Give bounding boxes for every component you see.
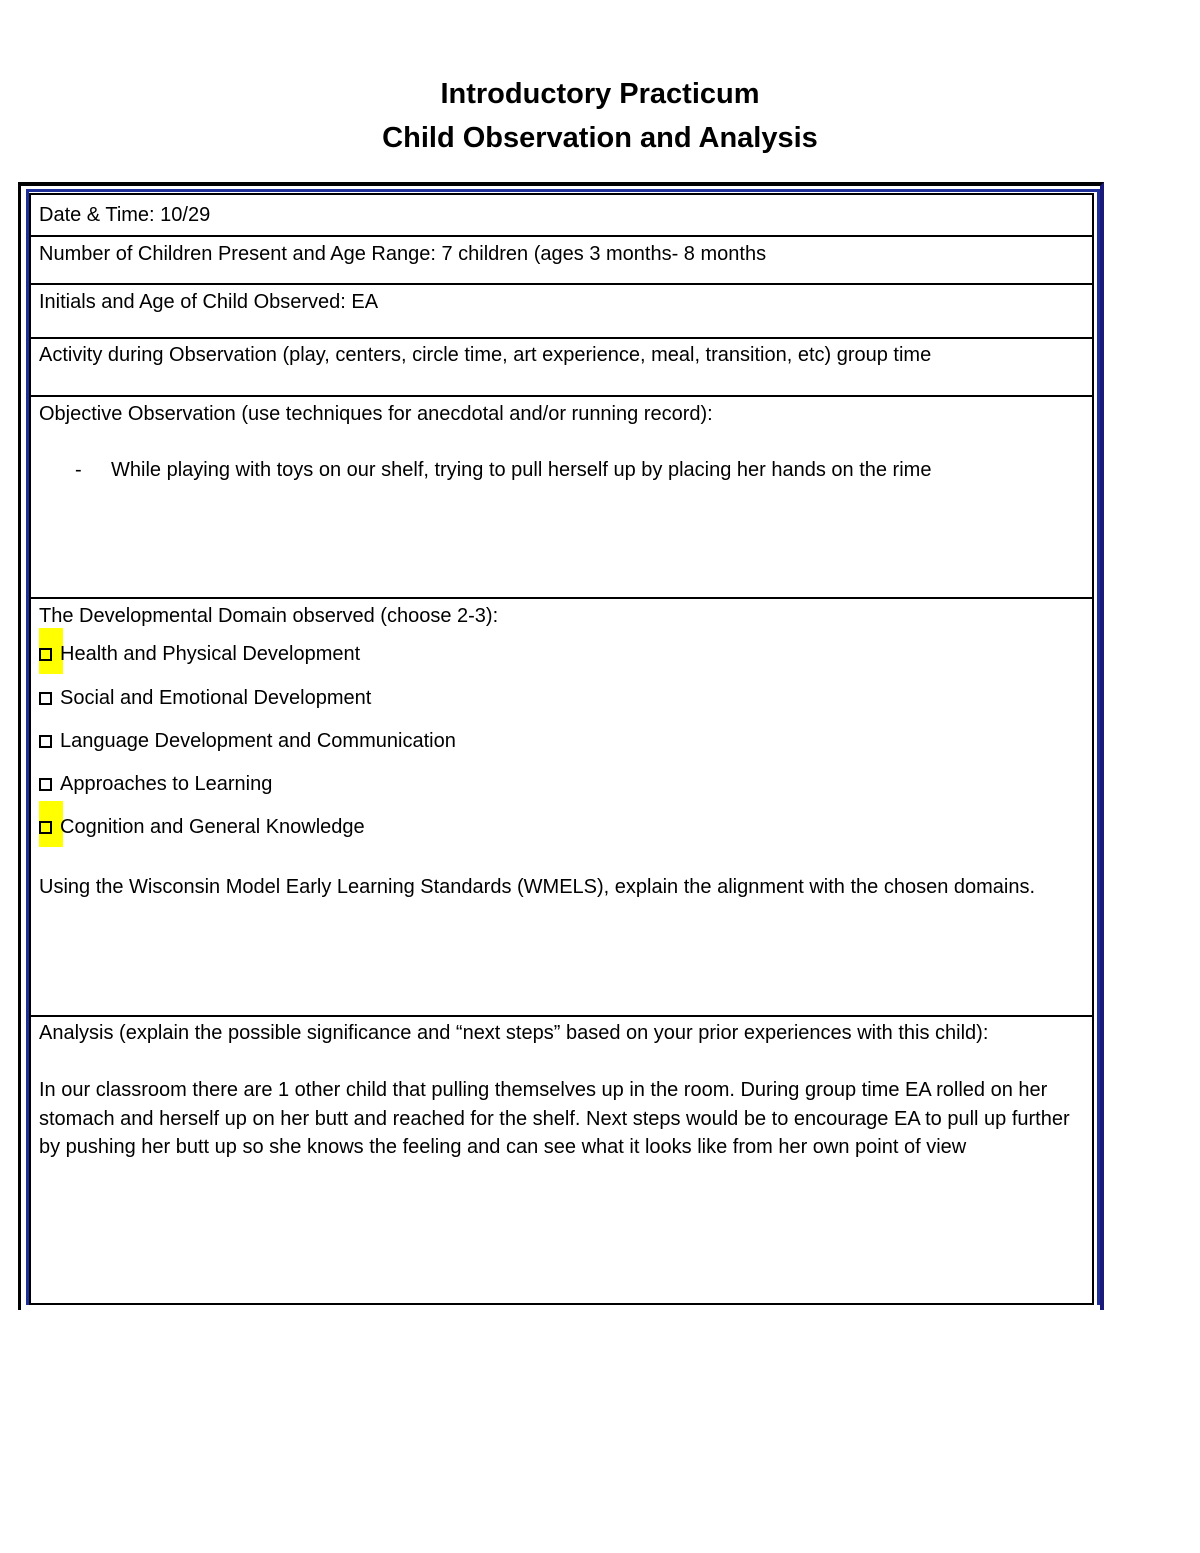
document-title: Introductory Practicum: [440, 78, 760, 110]
domain-option-language[interactable]: [39, 726, 456, 756]
developmental-domain-row: [31, 599, 1092, 1017]
domain-option-label: Approaches to Learning: [60, 773, 273, 795]
date-time-field[interactable]: Date & Time: 10/29: [39, 204, 211, 226]
checkbox-icon[interactable]: [39, 648, 52, 661]
domain-option-label: Social and Emotional Development: [60, 687, 372, 709]
analysis-row: [31, 1017, 1092, 1305]
domain-option-label: Health and Physical Development: [60, 643, 361, 665]
domain-option-approaches[interactable]: [39, 769, 272, 799]
domain-option-social[interactable]: [39, 683, 371, 713]
observation-form: [29, 193, 1094, 1305]
domain-option-label: Language Development and Communication: [60, 730, 456, 752]
document-subtitle: Child Observation and Analysis: [382, 122, 818, 154]
analysis-text[interactable]: In our classroom there are 1 other child that pulling themselves up in the room. During group time EA rolled on her stomach and herself up on her butt and reached for the shelf. Next steps would be to encourage EA to pull up further by pushing her butt up so she knows the feeling and can see what it looks like from her own point of view: [39, 1079, 1070, 1158]
child-observed-row: [31, 285, 1092, 339]
wmels-prompt: Using the Wisconsin Model Early Learning Standards (WMELS), explain the alignment with the chosen domains.: [39, 876, 1036, 898]
activity-row: [31, 339, 1092, 397]
checkbox-icon[interactable]: [39, 778, 52, 791]
checkbox-icon[interactable]: [39, 692, 52, 705]
domain-label: The Developmental Domain observed (choose 2-3):: [39, 605, 499, 627]
date-time-row: [31, 195, 1092, 237]
objective-observation-text[interactable]: While playing with toys on our shelf, trying to pull herself up by placing her hands on the rime: [111, 459, 932, 481]
child-observed-field[interactable]: Initials and Age of Child Observed: EA: [39, 291, 379, 313]
children-present-field[interactable]: Number of Children Present and Age Range: 7 children (ages 3 months- 8 months: [39, 243, 767, 265]
objective-observation-label: Objective Observation (use techniques for anecdotal and/or running record):: [39, 403, 713, 425]
children-present-row: [31, 237, 1092, 285]
domain-option-cognition[interactable]: [39, 812, 365, 842]
domain-option-health[interactable]: [39, 639, 360, 669]
checkbox-icon[interactable]: [39, 821, 52, 834]
checkbox-icon[interactable]: [39, 735, 52, 748]
bullet-marker: -: [75, 459, 82, 481]
domain-option-label: Cognition and General Knowledge: [60, 816, 365, 838]
activity-field[interactable]: Activity during Observation (play, centers, circle time, art experience, meal, transition, etc) group time: [39, 344, 932, 366]
analysis-label: Analysis (explain the possible significance and “next steps” based on your prior experiences with this child):: [39, 1022, 989, 1044]
objective-observation-row: [31, 397, 1092, 599]
